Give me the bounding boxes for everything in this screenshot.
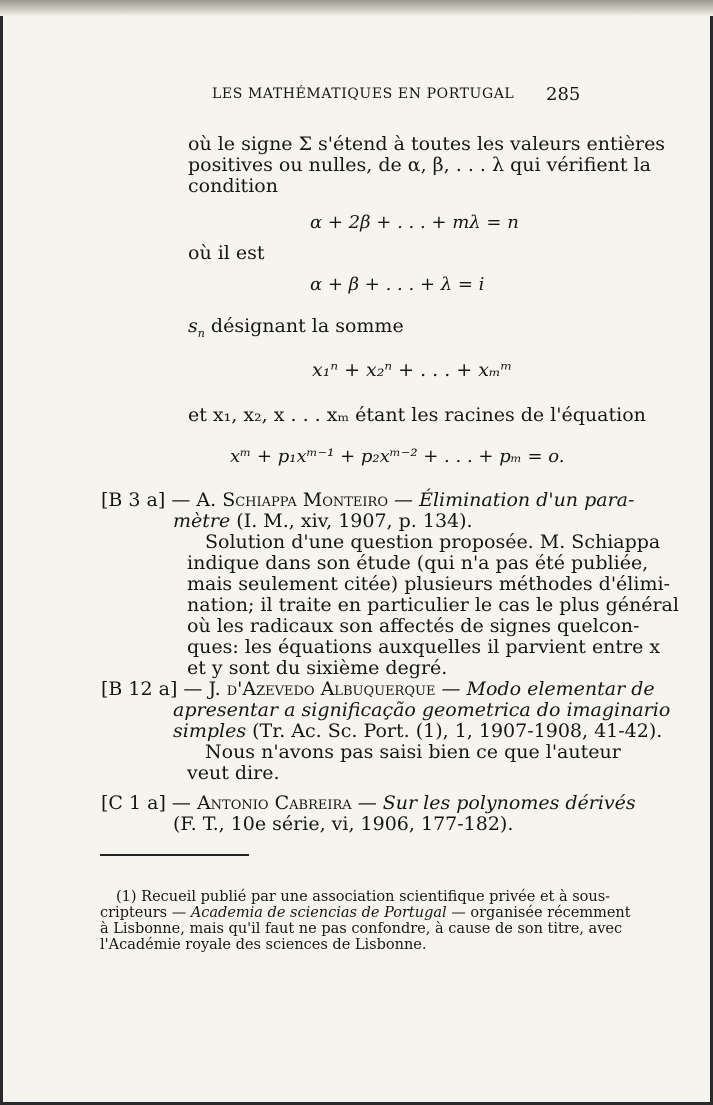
- entry-title: — Sur les polynomes dérivés: [357, 792, 636, 814]
- s-n-line: [188, 316, 404, 344]
- entry-author: d'Azevedo Albuquerque: [226, 678, 436, 700]
- footnote-line-1: (1) Recueil publié par une association scientifique privée et à sous-: [116, 889, 611, 905]
- s-subscript: n: [197, 326, 205, 340]
- entry-c1a-header: [C 1 a] — Antonio Cabreira — Sur les polynomes dérivés: [101, 792, 636, 814]
- intro-line-1: où le signe Σ s'étend à toutes les valeurs entières: [188, 133, 666, 155]
- running-title: LES MATHÉMATIQUES EN PORTUGAL: [212, 86, 515, 102]
- roots-line: et x₁, x₂, x . . . xₘ étant les racines de l'équation: [188, 404, 646, 426]
- entry-author: Antonio Cabreira: [196, 792, 352, 814]
- footnote-academy: Academia de sciencias de Portugal: [190, 905, 447, 921]
- page-number: 285: [546, 84, 581, 105]
- entry-c1a-ref: (F. T., 10e série, vi, 1906, 177-182).: [173, 813, 514, 835]
- entry-code: [B 3 a]: [101, 489, 166, 511]
- entry-reference: (Tr. Ac. Sc. Port. (1), 1, 1907-1908, 41-42).: [252, 720, 663, 742]
- intro-line-2: positives ou nulles, de α, β, . . . λ qui vérifient la: [188, 154, 651, 176]
- footnote-line-2: cripteurs — Academia de sciencias de Portugal — organisée récemment: [100, 905, 631, 921]
- equation-condition: α + 2β + . . . + mλ = n: [310, 212, 519, 233]
- entry-title: — Modo elementar de: [441, 678, 655, 700]
- entry-code: [B 12 a]: [101, 678, 178, 700]
- footnote-rule: [100, 854, 249, 856]
- intro-line-3: condition: [188, 175, 278, 197]
- entry-b3a-header: [B 3 a] — A. Schiappa Monteiro — Élimination d'un para-: [101, 489, 635, 511]
- entry-b3a-body-2: indique dans son étude (qui n'a pas été publiée,: [187, 552, 649, 574]
- s-symbol: s: [188, 315, 198, 337]
- entry-b12a-header: [B 12 a] — J. d'Azevedo Albuquerque — Modo elementar de: [101, 678, 655, 700]
- entry-title: — Élimination d'un para-: [394, 489, 635, 511]
- entry-b3a-ref: mètre (I. M., xiv, 1907, p. 134).: [173, 510, 473, 532]
- equation-sum: α + β + . . . + λ = i: [310, 274, 485, 295]
- entry-b12a-body-2: veut dire.: [187, 762, 280, 784]
- text-ou-il-est: où il est: [188, 242, 265, 264]
- entry-code: [C 1 a]: [101, 792, 166, 814]
- entry-author: Schiappa Monteiro: [222, 489, 388, 511]
- s-description: désignant la somme: [210, 315, 404, 337]
- entry-b12a-title-2: apresentar a significação geometrica do imaginario: [173, 699, 671, 721]
- entry-b3a-body-5: où les radicaux son affectés de signes quelcon-: [187, 615, 640, 637]
- entry-b3a-body-3: mais seulement citée) plusieurs méthodes d'élimi-: [187, 573, 670, 595]
- scan-top-edge: [0, 0, 713, 16]
- footnote-line-3: à Lisbonne, mais qu'il faut ne pas confondre, à cause de son titre, avec: [100, 921, 623, 937]
- entry-b12a-body-1: Nous n'avons pas saisi bien ce que l'auteur: [205, 741, 621, 763]
- equation-polynomial: xᵐ + p₁xᵐ⁻¹ + p₂xᵐ⁻² + . . . + pₘ = o.: [230, 446, 565, 467]
- entry-b3a-body-1: Solution d'une question proposée. M. Schiappa: [205, 531, 661, 553]
- entry-b3a-body-6: ques: les équations auxquelles il parvient entre x: [187, 636, 661, 658]
- equation-power-sum: x₁ⁿ + x₂ⁿ + . . . + xₘᵐ: [312, 359, 513, 381]
- footnote-line-4: l'Académie royale des sciences de Lisbonne.: [100, 937, 427, 953]
- entry-b3a-body-7: et y sont du sixième degré.: [187, 657, 448, 679]
- entry-reference: (I. M., xiv, 1907, p. 134).: [236, 510, 473, 532]
- entry-b3a-body-4: nation; il traite en particulier le cas le plus général: [187, 594, 679, 616]
- entry-b12a-ref: simples (Tr. Ac. Sc. Port. (1), 1, 1907-1908, 41-42).: [173, 720, 663, 742]
